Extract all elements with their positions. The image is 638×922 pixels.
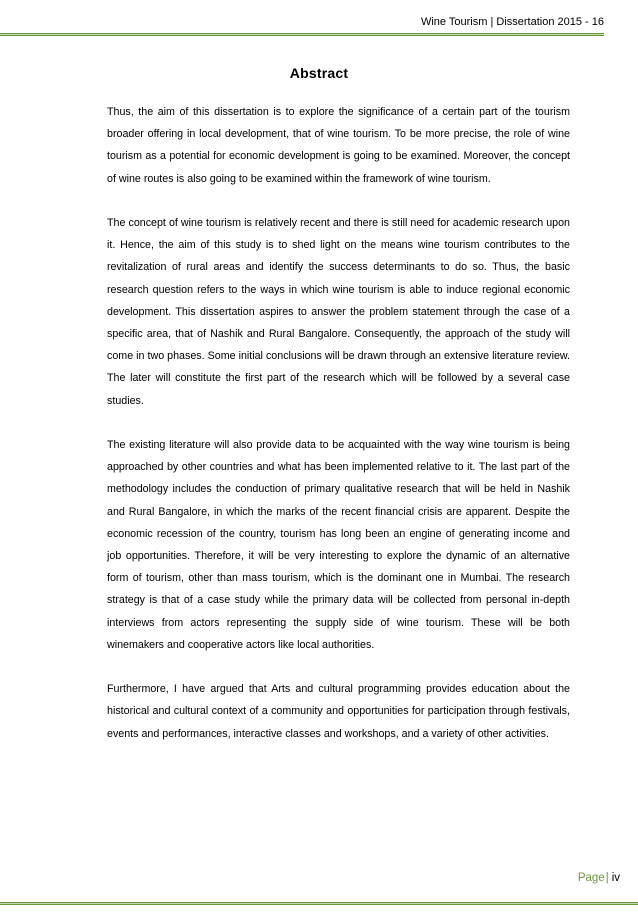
page-label: Page — [577, 872, 605, 884]
page-number: iv — [611, 872, 620, 884]
page-separator: | — [605, 872, 609, 884]
header-rule-thick — [0, 35, 604, 36]
paragraph-3: The existing literature will also provide data to be acquainted with the way wine tourism is being approached by other countries and what has been implemented relative to it. The last part of the methodology includes the conduction of primary qualitative research that will be held in Nashik and Rural Bangalore, in which the marks of the recent financial crisis are apparent. Despite the economic recession of the country, tourism has long been an engine of generating income and job opportunities. Therefore, it will be very interesting to explore the dynamic of an alternative form of tourism, other than mass tourism, which is the dominant one in Mumbai. The research strategy is that of a case study while the primary data will be collected from personal in-depth interviews from actors representing the supply side of wine tourism. These will be both winemakers and cooperative actors like local authorities. — [107, 439, 570, 651]
paragraph-2: The concept of wine tourism is relatively recent and there is still need for academic research upon it. Hence, the aim of this study is to shed light on the means wine tourism contributes to the revitalization of rural areas and identify the success determinants to do so. Thus, the basic research question refers to the ways in which wine tourism is able to induce regional economic development. This dissertation aspires to answer the problem statement through the case of a specific area, that of Nashik and Rural Bangalore. Consequently, the approach of the study will come in two phases. Some initial conclusions will be drawn through an extensive literature review. The later will constitute the first part of the research which will be followed by a several case studies. — [107, 217, 570, 407]
document-heading: Abstract — [289, 65, 349, 81]
header-rule-thin — [0, 33, 604, 34]
document-body — [107, 101, 570, 745]
header-title: Wine Tourism | Dissertation 2015 - 16 — [420, 16, 604, 28]
footer-rule — [0, 902, 638, 905]
footer-rule-thick — [0, 902, 638, 903]
paragraph-1: Thus, the aim of this dissertation is to explore the significance of a certain part of the tourism broader offering in local development, that of wine tourism. To be more precise, the role of wine tourism as a potential for economic development is going to be examined. Moreover, the concept of wine routes is also going to be examined within the framework of wine tourism. — [107, 106, 570, 185]
header-rule — [0, 33, 604, 36]
paragraph-4: Furthermore, I have argued that Arts and cultural programming provides education about the historical and cultural context of a community and opportunities for participation through festivals, events and performances, interactive classes and workshops, and a variety of other activities. — [107, 683, 570, 740]
footer-rule-thin — [0, 904, 638, 905]
page-footer — [578, 872, 620, 884]
